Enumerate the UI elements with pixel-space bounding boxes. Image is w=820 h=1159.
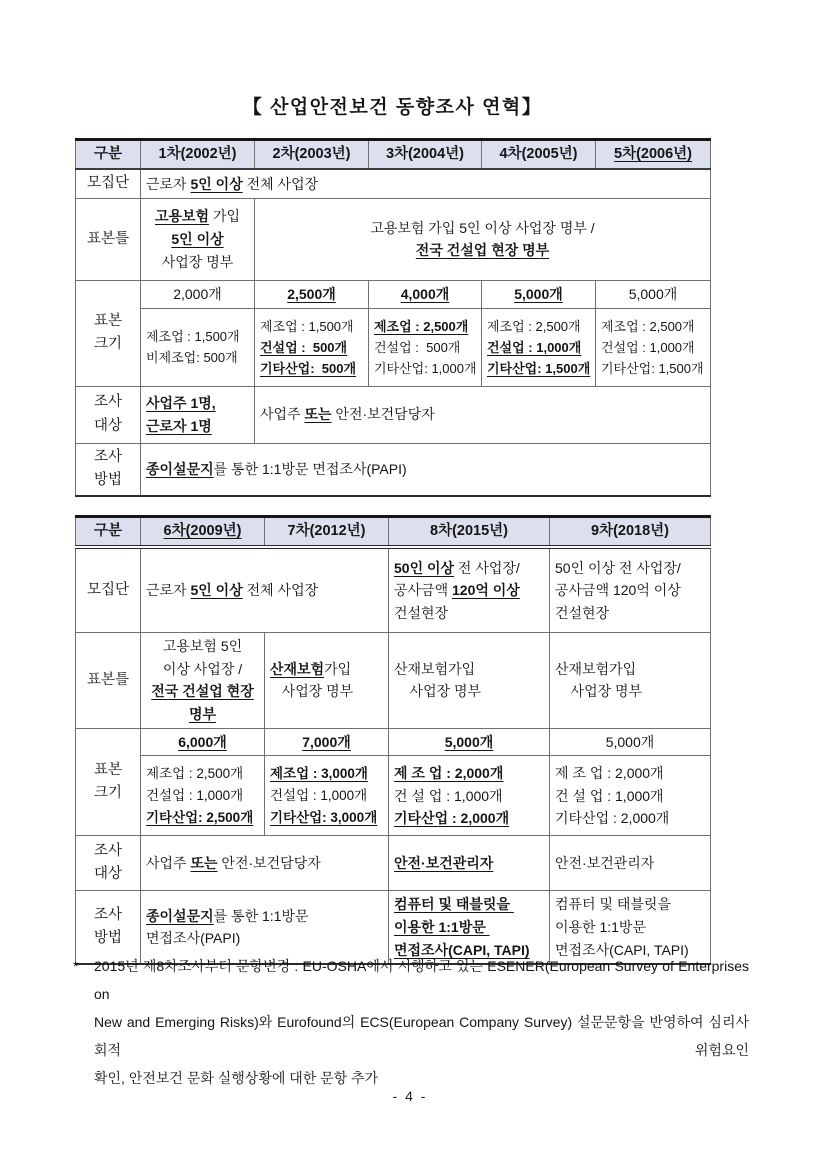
t1-label-frame: 표본틀 <box>76 198 141 280</box>
t1-label-sample-size: 표본 크기 <box>76 280 141 386</box>
t1-header-wave4: 4차(2005년) <box>482 140 596 170</box>
t2-label-frame: 표본틀 <box>76 632 141 728</box>
t1-header-row <box>76 140 711 170</box>
t2-label-sample-size: 표본 크기 <box>76 728 141 836</box>
t2-respondent-wave8: 안전·보건관리자 <box>389 836 550 891</box>
t1-row-sample-total <box>76 280 711 308</box>
page-number: - 4 - <box>392 1088 428 1104</box>
t2-label-population: 모집단 <box>76 547 141 632</box>
survey-history-table-1 <box>75 138 711 497</box>
footnote-line: New and Emerging Risks)와 Eurofound의 ECS(European Company Survey) 설문문항을 반영하여 심리사회적 위험요인 <box>94 1014 749 1058</box>
t1-breakdown-wave3: 제조업 : 2,500개 건설업 : 500개 기타산업: 1,000개 <box>369 308 482 386</box>
t1-header-wave5: 5차(2006년) <box>596 140 711 170</box>
t1-respondent-wave1: 사업주 1명, 근로자 1명 <box>141 386 255 443</box>
t2-breakdown-wave6: 제조업 : 2,500개 건설업 : 1,000개 기타산업: 2,500개 <box>141 756 265 836</box>
t1-total-wave5: 5,000개 <box>596 280 711 308</box>
t2-population-wave9: 50인 이상 전 사업장/ 공사금액 120억 이상 건설현장 <box>550 547 711 632</box>
t1-breakdown-wave2: 제조업 : 1,500개 건설업 : 500개 기타산업: 500개 <box>255 308 369 386</box>
footnote-line: 확인, 안전보건 문화 실행상황에 대한 문항 추가 <box>94 1070 379 1086</box>
survey-history-table-2 <box>75 515 711 965</box>
t1-total-wave2: 2,500개 <box>255 280 369 308</box>
t2-respondent-wave67: 사업주 또는 안전·보건담당자 <box>141 836 389 891</box>
t2-total-wave7: 7,000개 <box>265 728 389 756</box>
t2-row-frame <box>76 632 711 728</box>
t1-header-gubun: 구분 <box>76 140 141 170</box>
t1-row-population <box>76 169 711 198</box>
footnote <box>73 952 749 1092</box>
t2-breakdown-wave9: 제 조 업 : 2,000개 건 설 업 : 1,000개 기타산업 : 2,000개 <box>550 756 711 836</box>
t2-breakdown-wave8: 제 조 업 : 2,000개 건 설 업 : 1,000개 기타산업 : 2,000개 <box>389 756 550 836</box>
t1-frame-merged: 고용보험 가입 5인 이상 사업장 명부 / 전국 건설업 현장 명부 <box>255 198 711 280</box>
t1-header-wave2: 2차(2003년) <box>255 140 369 170</box>
t1-respondent-merged: 사업주 또는 안전·보건담당자 <box>255 386 711 443</box>
t2-population-wave67: 근로자 5인 이상 전체 사업장 <box>141 547 389 632</box>
t2-population-wave8: 50인 이상 전 사업장/ 공사금액 120억 이상 건설현장 <box>389 547 550 632</box>
t1-breakdown-wave1: 제조업 : 1,500개 비제조업: 500개 <box>141 308 255 386</box>
t1-row-frame <box>76 198 711 280</box>
t1-population-merged: 근로자 5인 이상 전체 사업장 <box>141 169 711 198</box>
t2-header-wave8: 8차(2015년) <box>389 517 550 548</box>
t1-row-method <box>76 443 711 495</box>
t2-method-wave67: 종이설문지를 통한 1:1방문 면접조사(PAPI) <box>141 891 389 965</box>
t1-header-wave3: 3차(2004년) <box>369 140 482 170</box>
t2-method-wave8: 컴퓨터 및 태블릿을 이용한 1:1방문 면접조사(CAPI, TAPI) <box>389 891 550 965</box>
t2-method-wave9: 컴퓨터 및 태블릿을 이용한 1:1방문 면접조사(CAPI, TAPI) <box>550 891 711 965</box>
t1-frame-wave1: 고용보험 가입 5인 이상 사업장 명부 <box>141 198 255 280</box>
t2-respondent-wave9: 안전·보건관리자 <box>550 836 711 891</box>
t1-header-wave1: 1차(2002년) <box>141 140 255 170</box>
t2-header-wave9: 9차(2018년) <box>550 517 711 548</box>
t1-total-wave4: 5,000개 <box>482 280 596 308</box>
t1-label-respondent: 조사 대상 <box>76 386 141 443</box>
t1-row-sample-breakdown <box>76 308 711 386</box>
t1-breakdown-wave5: 제조업 : 2,500개 건설업 : 1,000개 기타산업: 1,500개 <box>596 308 711 386</box>
t2-frame-wave8: 산재보험가입 사업장 명부 <box>389 632 550 728</box>
t2-header-gubun: 구분 <box>76 517 141 548</box>
t1-total-wave3: 4,000개 <box>369 280 482 308</box>
t2-row-respondent <box>76 836 711 891</box>
t2-row-population <box>76 547 711 632</box>
t2-header-wave7: 7차(2012년) <box>265 517 389 548</box>
page-title: 【 산업안전보건 동향조사 연혁】 <box>242 97 543 118</box>
t2-frame-wave9: 산재보험가입 사업장 명부 <box>550 632 711 728</box>
t1-total-wave1: 2,000개 <box>141 280 255 308</box>
footnote-line: 2015년 제8차조사부터 문항변경 : EU-OSHA에서 시행하고 있는 ESENER(European Survey of Enterprises on <box>94 958 749 1002</box>
t2-total-wave9: 5,000개 <box>550 728 711 756</box>
t2-row-sample-total <box>76 728 711 756</box>
t1-label-method: 조사 방법 <box>76 443 141 495</box>
footnote-asterisk: * <box>73 958 79 974</box>
t2-total-wave8: 5,000개 <box>389 728 550 756</box>
t2-frame-wave7: 산재보험가입 사업장 명부 <box>265 632 389 728</box>
t1-method-merged: 종이설문지를 통한 1:1방문 면접조사(PAPI) <box>141 443 711 495</box>
t2-row-sample-breakdown <box>76 756 711 836</box>
t2-label-method: 조사 방법 <box>76 891 141 965</box>
t1-breakdown-wave4: 제조업 : 2,500개 건설업 : 1,000개 기타산업: 1,500개 <box>482 308 596 386</box>
t2-label-respondent: 조사 대상 <box>76 836 141 891</box>
t2-breakdown-wave7: 제조업 : 3,000개 건설업 : 1,000개 기타산업: 3,000개 <box>265 756 389 836</box>
t1-label-population: 모집단 <box>76 169 141 198</box>
t2-header-wave6: 6차(2009년) <box>141 517 265 548</box>
t2-total-wave6: 6,000개 <box>141 728 265 756</box>
t2-frame-wave6: 고용보험 5인 이상 사업장 / 전국 건설업 현장 명부 <box>141 632 265 728</box>
t2-header-row <box>76 517 711 548</box>
t1-row-respondent <box>76 386 711 443</box>
